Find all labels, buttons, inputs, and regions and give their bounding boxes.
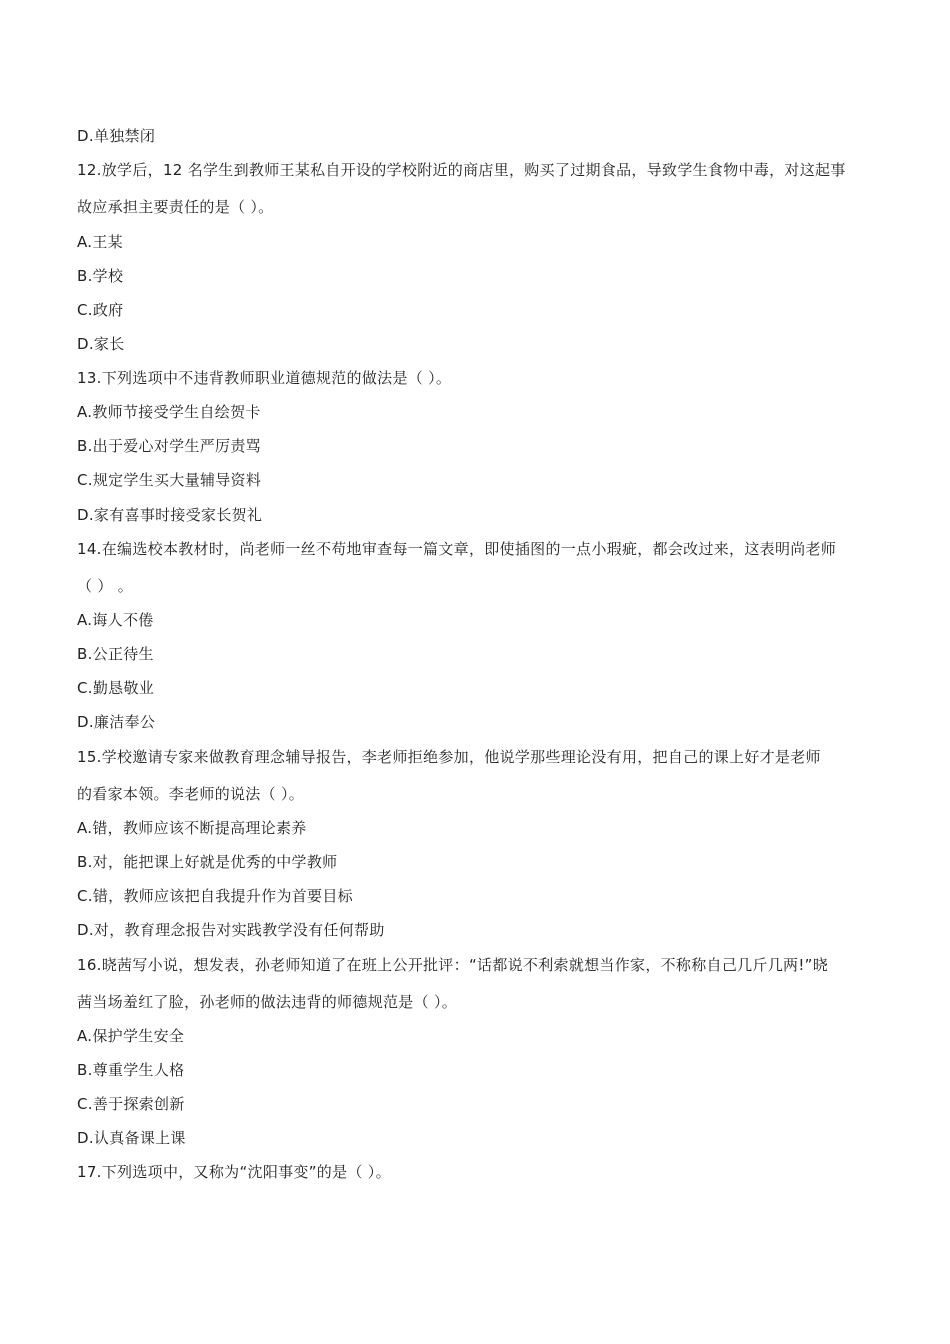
option-11-d: D.单独禁闭 [77, 127, 156, 145]
option-15-d: D.对，教育理念报告对实践教学没有任何帮助 [77, 921, 385, 939]
option-16-b: B.尊重学生人格 [77, 1061, 185, 1079]
question-13: 13.下列选项中不违背教师职业道德规范的做法是（ ）。 [77, 369, 452, 387]
option-15-c: C.错，教师应该把自我提升作为首要目标 [77, 887, 353, 905]
option-12-c: C.政府 [77, 301, 124, 319]
option-12-b: B.学校 [77, 267, 124, 285]
option-14-b: B.公正待生 [77, 645, 154, 663]
option-14-d: D.廉洁奉公 [77, 713, 156, 731]
option-13-d: D.家有喜事时接受家长贺礼 [77, 506, 263, 524]
question-14-line-2: （ ） 。 [77, 577, 134, 595]
option-16-a: A.保护学生安全 [77, 1027, 185, 1045]
question-16-line-1: 16.晓茜写小说，想发表，孙老师知道了在班上公开批评：“话都说不利索就想当作家，不称称自己几斤几两!”晓 [77, 956, 829, 974]
question-15-line-1: 15.学校邀请专家来做教育理念辅导报告，李老师拒绝参加，他说学那些理论没有用，把自己的课上好才是老师 [77, 748, 821, 766]
option-13-b: B.出于爱心对学生严厉责骂 [77, 437, 261, 455]
option-15-b: B.对，能把课上好就是优秀的中学教师 [77, 853, 338, 871]
question-14-line-1: 14.在编选校本教材时，尚老师一丝不苟地审查每一篇文章，即使插图的一点小瑕疵，都会改过来，这表明尚老师 [77, 540, 837, 558]
question-12-line-2: 故应承担主要责任的是（ ）。 [77, 198, 274, 216]
option-12-a: A.王某 [77, 233, 123, 251]
question-16-line-2: 茜当场羞红了脸，孙老师的做法违背的师德规范是（ ）。 [77, 993, 458, 1011]
question-17: 17.下列选项中，又称为“沈阳事变”的是（ ）。 [77, 1163, 391, 1181]
option-16-d: D.认真备课上课 [77, 1129, 186, 1147]
option-15-a: A.错，教师应该不断提高理论素养 [77, 819, 307, 837]
option-12-d: D.家长 [77, 335, 125, 353]
question-12-line-1: 12.放学后，12 名学生到教师王某私自开设的学校附近的商店里，购买了过期食品，导致学生食物中毒，对这起事 [77, 161, 846, 179]
option-14-c: C.勤恳敬业 [77, 679, 155, 697]
question-15-line-2: 的看家本领。李老师的说法（ ）。 [77, 785, 305, 803]
option-16-c: C.善于探索创新 [77, 1095, 185, 1113]
option-13-a: A.教师节接受学生自绘贺卡 [77, 403, 261, 421]
option-13-c: C.规定学生买大量辅导资料 [77, 471, 262, 489]
option-14-a: A.诲人不倦 [77, 611, 154, 629]
